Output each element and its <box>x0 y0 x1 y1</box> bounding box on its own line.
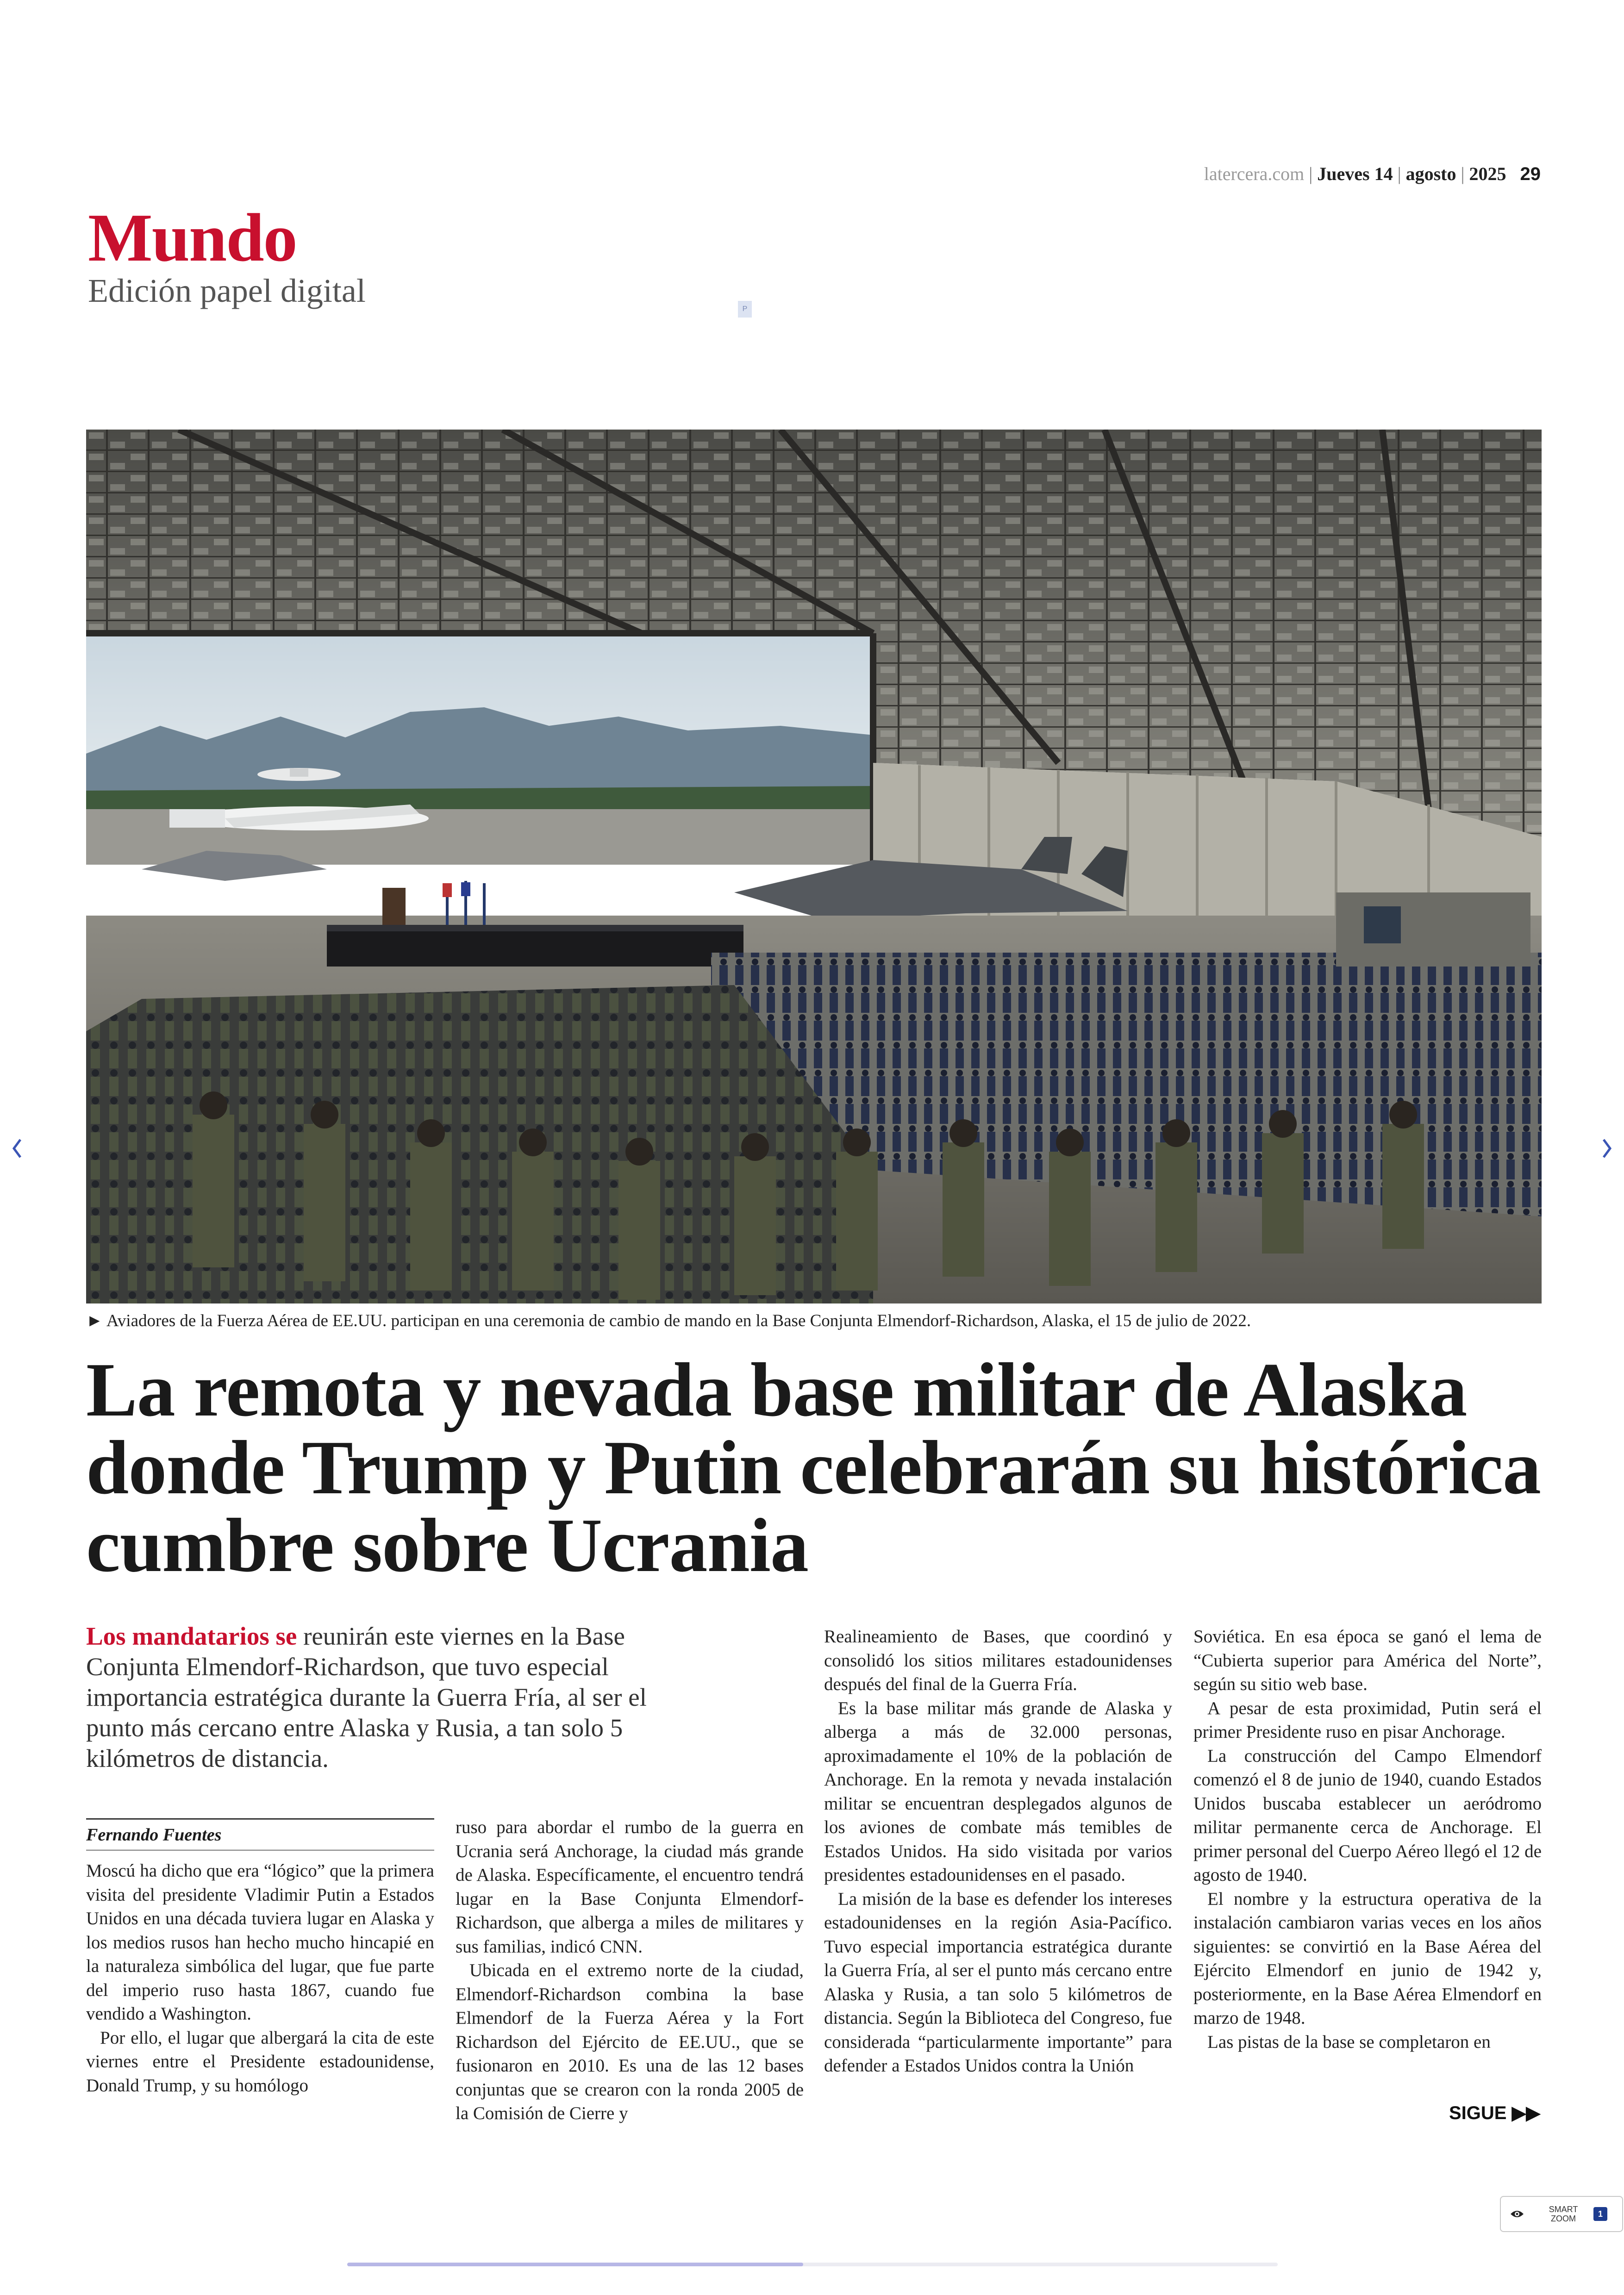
article-paragraph-2: Por ello, el lugar que albergará la cita de este viernes entre el Presidente estadounidense, Donald Trump, y su homólogo <box>86 2027 434 2095</box>
article-column-3 <box>824 1625 1172 2078</box>
article-lead <box>86 1621 706 1774</box>
site-name: latercera.com <box>1204 163 1305 184</box>
article-paragraph-1: Moscú ha dicho que era “lógico” que la primera visita del presidente Vladimir Putin a Estados Unidos en una década tuviera lugar en Alaska y los medios rusos han hecho mucho hincapié en la naturaleza simbólica del lugar, que fue parte del imperio ruso hasta 1867, cuando fue vendido a Washington. <box>86 1861 434 2024</box>
chevron-right-icon <box>1600 1137 1614 1160</box>
article-column-1 <box>86 1859 434 2097</box>
header-month: agosto <box>1405 163 1456 184</box>
section-title: Mundo <box>88 200 297 276</box>
header-day: Jueves 14 <box>1317 163 1393 184</box>
edition-label: Edición papel digital <box>88 272 366 309</box>
article-column-4 <box>1193 1625 1542 2054</box>
author-byline: Fernando Fuentes <box>86 1825 222 1845</box>
article-headline: La remota y nevada base militar de Alaska donde Trump y Putin celebrarán su histórica cumbre sobre Ucrania <box>86 1347 1541 1588</box>
lead-text: reunirán este viernes en la Base Conjunta Elmendorf-Richardson, que tuvo especial importancia estratégica durante la Guerra Fría, al ser el punto más cercano entre Alaska y Rusia, a tan solo 5 kilómetros de distancia. <box>86 1622 647 1772</box>
author-rule-top <box>86 1818 434 1820</box>
article-paragraph-9: Las pistas de la base se completaron en <box>1207 2032 1491 2052</box>
prev-page-button[interactable] <box>6 1132 29 1165</box>
article-paragraph-5: La misión de la base es defender los intereses estadounidenses en la región Asia-Pacífico. Tuvo especial importancia estratégica durante la Guerra Fría, al ser el punto más cercano entre Alaska y Rusia, a tan solo 5 kilómetros de distancia. Según la Biblioteca del Congreso, fue considerada “particularmente importante” para defender a Estados Unidos contra la Unión <box>824 1889 1172 2076</box>
hangar-ceremony-photo <box>86 430 1542 1303</box>
continue-link[interactable]: SIGUE ▶▶ <box>1449 2103 1541 2123</box>
page-marker-icon[interactable]: P <box>738 301 752 318</box>
article-paragraph-6: A pesar de esta proximidad, Putin será el primer Presidente ruso en pisar Anchorage. <box>1193 1698 1542 1742</box>
lead-kicker: Los mandatarios se <box>86 1622 297 1650</box>
header-year: 2025 <box>1469 163 1506 184</box>
author-rule-bottom <box>86 1850 434 1851</box>
article-paragraph-4: Es la base militar más grande de Alaska y alberga a más de 32.000 personas, aproximadamente el 10% de la población de Anchorage. En la remota y nevada instalación militar se encuentran desplegados algunos de los aviones de combate más temibles de Estados Unidos. Ha sido visitada por varios presidentes estadounidenses en el pasado. <box>824 1698 1172 1885</box>
article-paragraph-8: El nombre y la estructura operativa de la instalación cambiaron varias veces en los años siguientes: se convirtió en la Base Aérea del Ejército Elmendorf en junio de 1942 y, posteriormente, en la Base Aérea Elmendorf en marzo de 1948. <box>1193 1889 1542 2028</box>
article-paragraph-3-cont: Realineamiento de Bases, que coordinó y consolidó los sitios militares estadounidenses después del final de la Guerra Fría. <box>824 1627 1172 1694</box>
article-column-2 <box>456 1815 804 2126</box>
smart-zoom-badge: 1 <box>1593 2207 1607 2221</box>
article-paragraph-5-cont: Soviética. En esa época se ganó el lema de “Cubierta superior para América del Norte”, según su sitio web base. <box>1193 1627 1542 1694</box>
page-header-meta: latercera.com | Jueves 14 | agosto | 2025 29 <box>1204 163 1541 184</box>
eye-icon <box>1501 2209 1533 2219</box>
photo-caption: ► Aviadores de la Fuerza Aérea de EE.UU. participan en una ceremonia de cambio de mando en la Base Conjunta Elmendorf-Richardson, Alaska, el 15 de julio de 2022. <box>86 1311 1251 1330</box>
next-page-button[interactable] <box>1595 1132 1618 1165</box>
article-paragraph-3: Ubicada en el extremo norte de la ciudad, Elmendorf-Richardson combina la base Elmendorf de la Fuerza Aérea y la Fort Richardson del Ejército de EE.UU., que se fusionaron en 2010. Es una de las 12 bases conjuntas que se crearon con la ronda 2005 de la Comisión de Cierre y <box>456 1960 804 2123</box>
smart-zoom-label: SMART ZOOM <box>1549 2205 1578 2223</box>
page-progress-fill <box>347 2263 803 2266</box>
page-number: 29 <box>1520 164 1541 184</box>
smart-zoom-button[interactable] <box>1500 2196 1623 2232</box>
article-paragraph-7: La construcción del Campo Elmendorf comenzó el 8 de junio de 1940, cuando Estados Unidos buscaba establecer un aeródromo militar permanente cerca de Anchorage. El primer personal del Cuerpo Aéreo llegó el 12 de agosto de 1940. <box>1193 1746 1542 1885</box>
article-paragraph-2-cont: ruso para abordar el rumbo de la guerra en Ucrania será Anchorage, la ciudad más grande de Alaska. Específicamente, el encuentro tendrá lugar en la Base Conjunta Elmendorf-Richardson, que alberga a miles de militares y sus familias, indicó CNN. <box>456 1817 804 1957</box>
chevron-left-icon <box>10 1137 24 1160</box>
